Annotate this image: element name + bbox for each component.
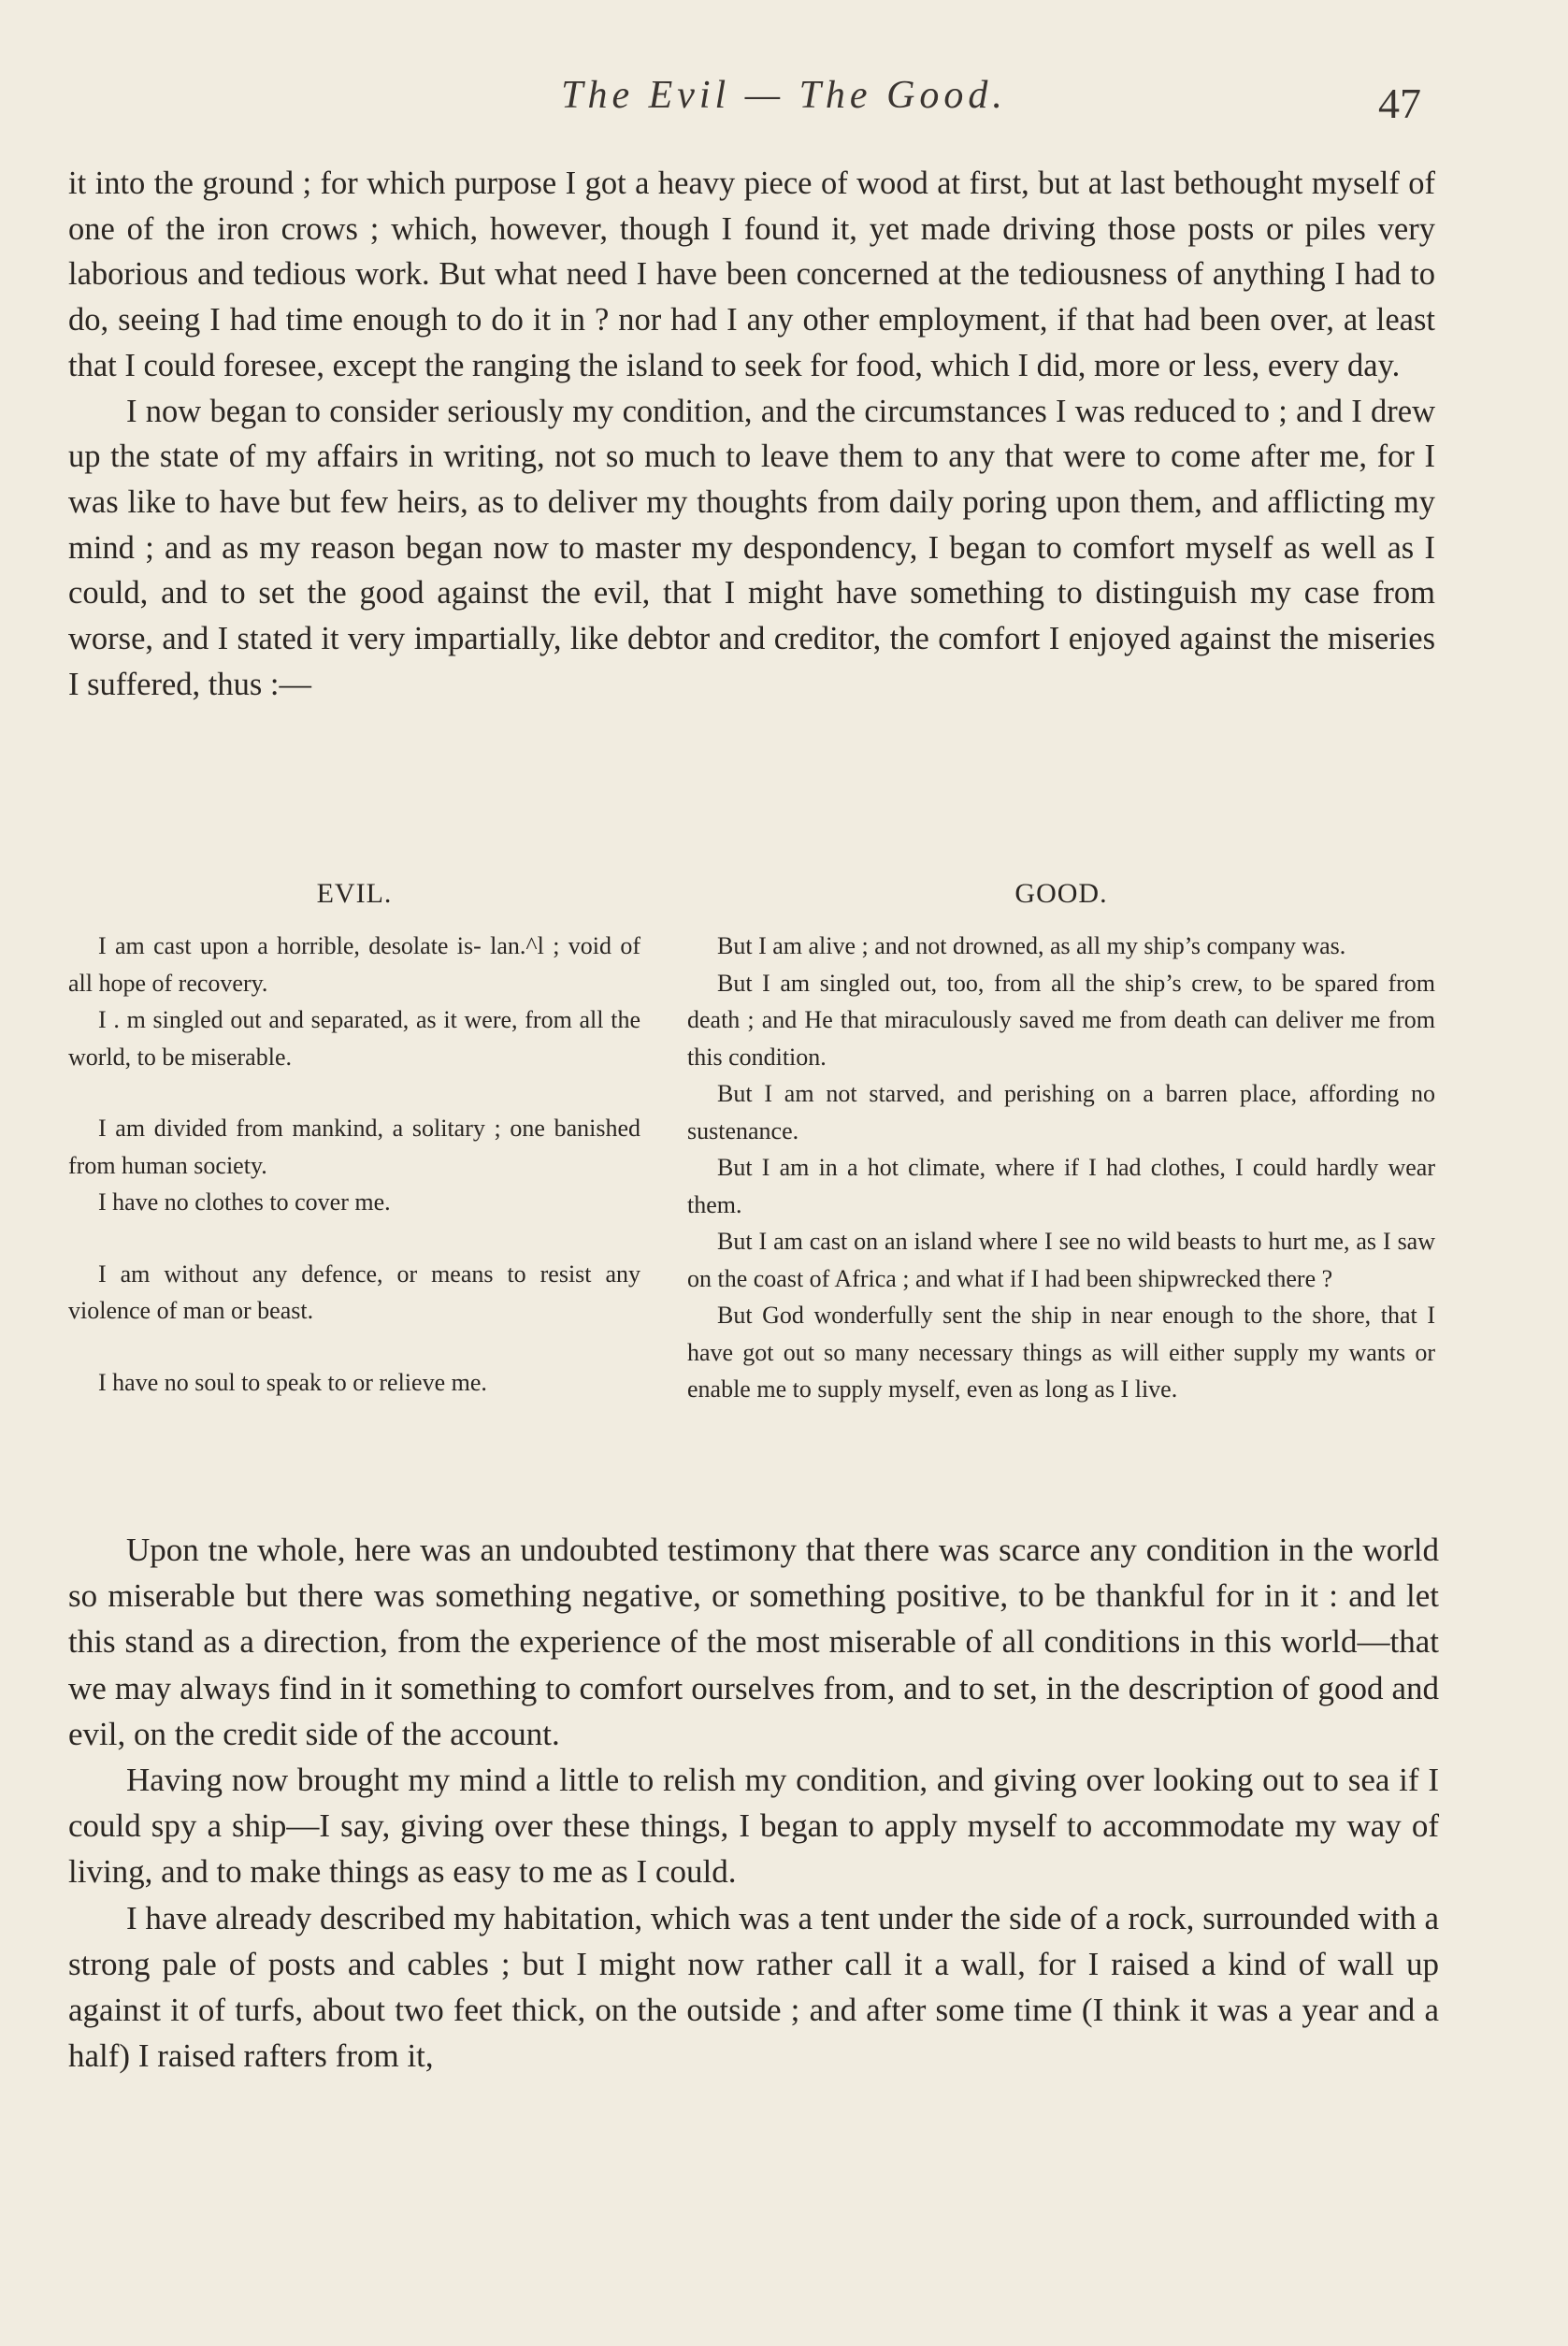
paragraph: it into the ground ; for which purpose I got a heavy piece of wood at first, but at last bethought myself of one of the iron crows ; which, however, though I found it, yet made driving those posts or piles very laborious and tedious work. But what need I have been concerned at the tediousness of anything I had to do, seeing I had time enough to do it in ? nor had I any other employment, if that had been over, at least that I could foresee, except the ranging the island to seek for food, which I did, more or less, every day. [68, 166, 1435, 383]
body-text-bottom [68, 1527, 1439, 2079]
paragraph: I have already described my habitation, which was a tent under the side of a rock, surrounded with a strong pale of posts and cables ; but I might now rather call it a wall, for I raised a kind of wall up against it of turfs, about two feet thick, on the outside ; and after some time (I think it was a year and a half) I raised rafters from it, [68, 1899, 1439, 2075]
evil-heading: EVIL. [316, 878, 393, 909]
good-entry: But I am alive ; and not drowned, as all my ship’s company was. [717, 932, 1346, 959]
good-entry: But I am cast on an island where I see no wild beasts to hurt me, as I saw on the coast of Africa ; and what if I had been shipwrecked there ? [687, 1228, 1435, 1292]
evil-good-ledger [68, 875, 1435, 1408]
running-head: The Evil — The Good. [561, 74, 1007, 117]
page-number: 47 [1378, 79, 1421, 127]
evil-entry: I have no soul to speak to or relieve me. [98, 1368, 487, 1396]
paragraph: Upon tne whole, here was an undoubted testimony that there was scarce any condition in the world so miserable but there was something negative, or something positive, to be thankful for in it : and let this stand as a direction, from the experience of the most miserable of all conditions in this world—that we may always find in it something to comfort ourselves from, and to set, in the description of good and evil, on the credit side of the account. [68, 1532, 1439, 1752]
good-entry: But I am not starved, and perishing on a barren place, affording no sustenance. [687, 1080, 1435, 1144]
body-text-top [68, 161, 1435, 707]
good-entry: But God wonderfully sent the ship in near enough to the shore, that I have got out so many necessary things as will either supply my wants or enable me to supply myself, even as long as I live. [687, 1302, 1435, 1403]
evil-entry: I have no clothes to cover me. [98, 1188, 391, 1216]
evil-entry: I am without any defence, or means to resist any violence of man or beast. [68, 1259, 640, 1324]
good-column [687, 875, 1435, 1408]
paragraph: I now began to consider seriously my condition, and the circumstances I was reduced to ; and I drew up the state of my affairs in writing, not so much to leave them to any that were to come after me, for I was like to have but few heirs, as to deliver my thoughts from daily poring upon them, and afflicting my mind ; and as my reason began now to master my despondency, I began to comfort myself as well as I could, and to set the good against the evil, that I might have something to distinguish my case from worse, and I stated it very impartially, like debtor and creditor, the comfort I enjoyed against the miseries I suffered, thus :— [68, 393, 1435, 702]
paragraph: Having now brought my mind a little to relish my condition, and giving over looking out to sea if I could spy a ship—I say, giving over these things, I began to apply myself to accommodate my way of living, and to make things as easy to me as I could. [68, 1762, 1439, 1891]
good-entry: But I am singled out, too, from all the ship’s crew, to be spared from death ; and He that miraculously saved me from death can deliver me from this condition. [687, 969, 1435, 1071]
evil-column [68, 875, 640, 1408]
evil-entry: I . m singled out and separated, as it were, from all the world, to be miserable. [68, 1006, 640, 1071]
good-entry: But I am in a hot climate, where if I had clothes, I could hardly wear them. [687, 1154, 1435, 1218]
evil-entry: I am cast upon a horrible, desolate is- lan.^l ; void of all hope of recovery. [68, 932, 640, 997]
good-heading: GOOD. [1014, 878, 1108, 909]
evil-entry: I am divided from mankind, a solitary ; one banished from human society. [68, 1115, 640, 1179]
